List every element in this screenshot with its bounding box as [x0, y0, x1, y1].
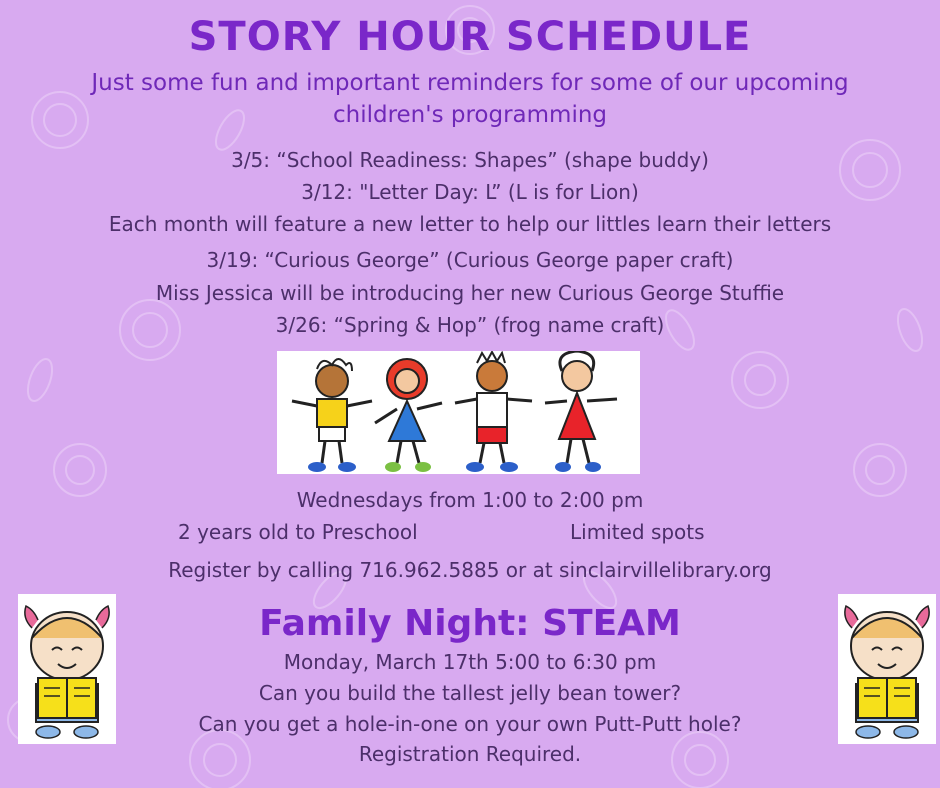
family-night-line: Can you get a hole-in-one on your own Putt-Putt hole?: [198, 712, 742, 736]
reading-girl-icon: [838, 594, 936, 744]
subtitle-line-1: Just some fun and important reminders for some of our upcoming: [91, 70, 849, 96]
schedule-item: 3/19: “Curious George” (Curious George paper craft): [206, 248, 734, 272]
family-night-line: Can you build the tallest jelly bean tower?: [258, 681, 682, 705]
page-title: STORY HOUR SCHEDULE: [188, 14, 752, 60]
spots-info: Limited spots: [570, 520, 705, 544]
schedule-item: 3/12: "Letter Day: L” (L is for Lion): [301, 180, 639, 204]
subtitle-line-2: children's programming: [332, 102, 608, 128]
schedule-item: 3/5: “School Readiness: Shapes” (shape buddy): [231, 148, 709, 172]
family-night-line: Registration Required.: [358, 742, 582, 766]
family-night-line: Monday, March 17th 5:00 to 6:30 pm: [283, 650, 657, 674]
reading-girl-icon: [18, 594, 116, 744]
age-info: 2 years old to Preschool: [178, 520, 418, 544]
schedule-note: Miss Jessica will be introducing her new Curious George Stuffie: [155, 281, 785, 305]
register-info: Register by calling 716.962.5885 or at sinclairvillelibrary.org: [168, 558, 772, 582]
schedule-note: Each month will feature a new letter to help our littles learn their letters: [108, 212, 832, 236]
schedule-item: 3/26: “Spring & Hop” (frog name craft): [275, 313, 665, 337]
time-info: Wednesdays from 1:00 to 2:00 pm: [296, 488, 644, 512]
children-illustration-icon: [277, 351, 640, 474]
family-night-title: Family Night: STEAM: [259, 603, 681, 644]
